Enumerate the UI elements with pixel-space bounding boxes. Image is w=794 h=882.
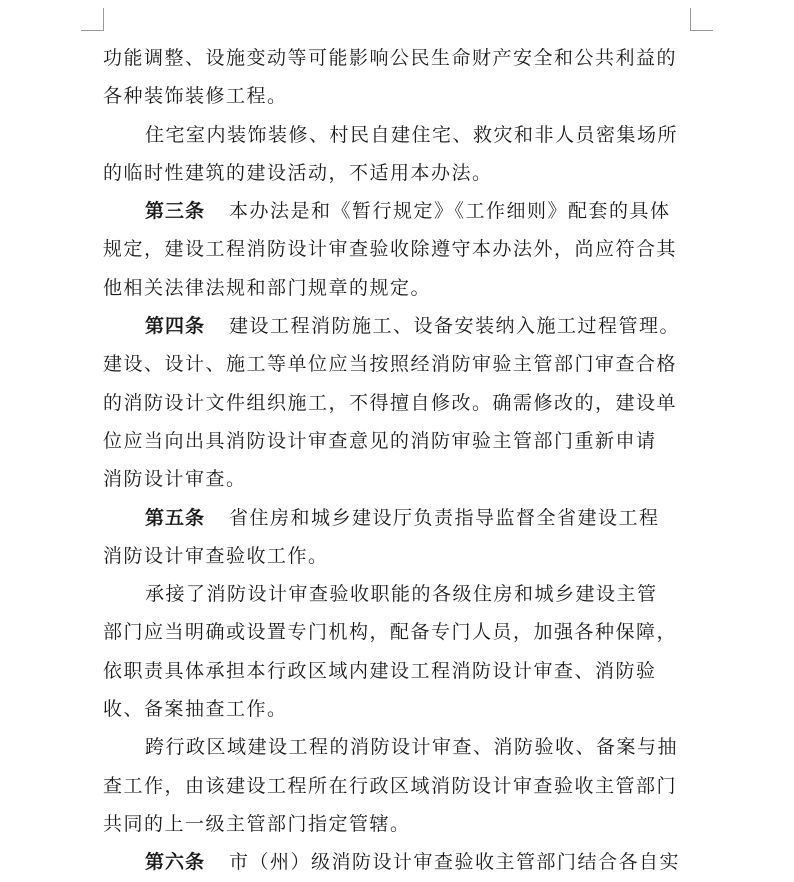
paragraph bbox=[103, 116, 691, 193]
text-line: 的消防设计文件组织施工，不得擅自修改。确需修改的，建设单 bbox=[103, 391, 678, 414]
paragraph bbox=[103, 728, 691, 843]
text-line: 的临时性建筑的建设活动，不适用本办法。 bbox=[103, 161, 493, 184]
article-paragraph bbox=[103, 499, 691, 576]
text-line: 建设、设计、施工等单位应当按照经消防审验主管部门审查合格 bbox=[103, 353, 678, 376]
article-number: 第六条 bbox=[145, 851, 206, 874]
paragraph bbox=[103, 575, 691, 728]
article-first-line bbox=[103, 307, 691, 345]
article-first-line bbox=[103, 192, 691, 230]
article-number: 第五条 bbox=[145, 506, 206, 529]
article-number: 第三条 bbox=[145, 200, 206, 223]
text-line: 他相关法律法规和部门规章的规定。 bbox=[103, 276, 432, 299]
paragraph bbox=[103, 39, 691, 116]
article-first-line bbox=[103, 499, 691, 537]
text-line: 查工作，由该建设工程所在行政区域消防设计审查验收主管部门 bbox=[103, 774, 678, 797]
text-line: 承接了消防设计审查验收职能的各级住房和城乡建设主管 bbox=[145, 583, 658, 606]
text-line: 共同的上一级主管部门指定管辖。 bbox=[103, 812, 411, 835]
text-line: 消防设计审查。 bbox=[103, 468, 247, 491]
text-line: 收、备案抽查工作。 bbox=[103, 698, 288, 721]
article-first-line bbox=[103, 843, 691, 881]
text-span: 市（州）级消防设计审查验收主管部门结合各自实 bbox=[229, 851, 681, 874]
top-right-margin-marker bbox=[690, 8, 713, 31]
text-line: 消防设计审查验收工作。 bbox=[103, 544, 329, 567]
text-span: 本办法是和《暂行规定》《工作细则》配套的具体 bbox=[229, 200, 671, 223]
text-line: 功能调整、设施变动等可能影响公民生命财产安全和公共利益的 bbox=[103, 47, 678, 69]
text-span: 建设工程消防施工、设备安装纳入施工过程管理。 bbox=[229, 315, 681, 338]
document-body bbox=[103, 39, 691, 882]
text-span: 省住房和城乡建设厅负责指导监督全省建设工程 bbox=[229, 506, 660, 529]
text-line: 跨行政区域建设工程的消防设计审查、消防验收、备案与抽 bbox=[145, 736, 679, 759]
article-number: 第四条 bbox=[145, 315, 206, 338]
article-paragraph bbox=[103, 307, 691, 498]
text-line: 部门应当明确或设置专门机构，配备专门人员，加强各种保障， bbox=[103, 621, 678, 644]
article-paragraph bbox=[103, 843, 691, 881]
text-line: 住宅室内装饰装修、村民自建住宅、救灾和非人员密集场所 bbox=[145, 123, 679, 146]
top-left-margin-marker bbox=[81, 8, 104, 31]
text-line: 规定，建设工程消防设计审查验收除遵守本办法外，尚应符合其 bbox=[103, 238, 678, 261]
article-paragraph bbox=[103, 192, 691, 307]
text-line: 位应当向出具消防设计审查意见的消防审验主管部门重新申请 bbox=[103, 429, 657, 452]
text-line: 各种装饰装修工程。 bbox=[103, 85, 288, 108]
text-line: 依职责具体承担本行政区域内建设工程消防设计审查、消防验 bbox=[103, 659, 657, 682]
